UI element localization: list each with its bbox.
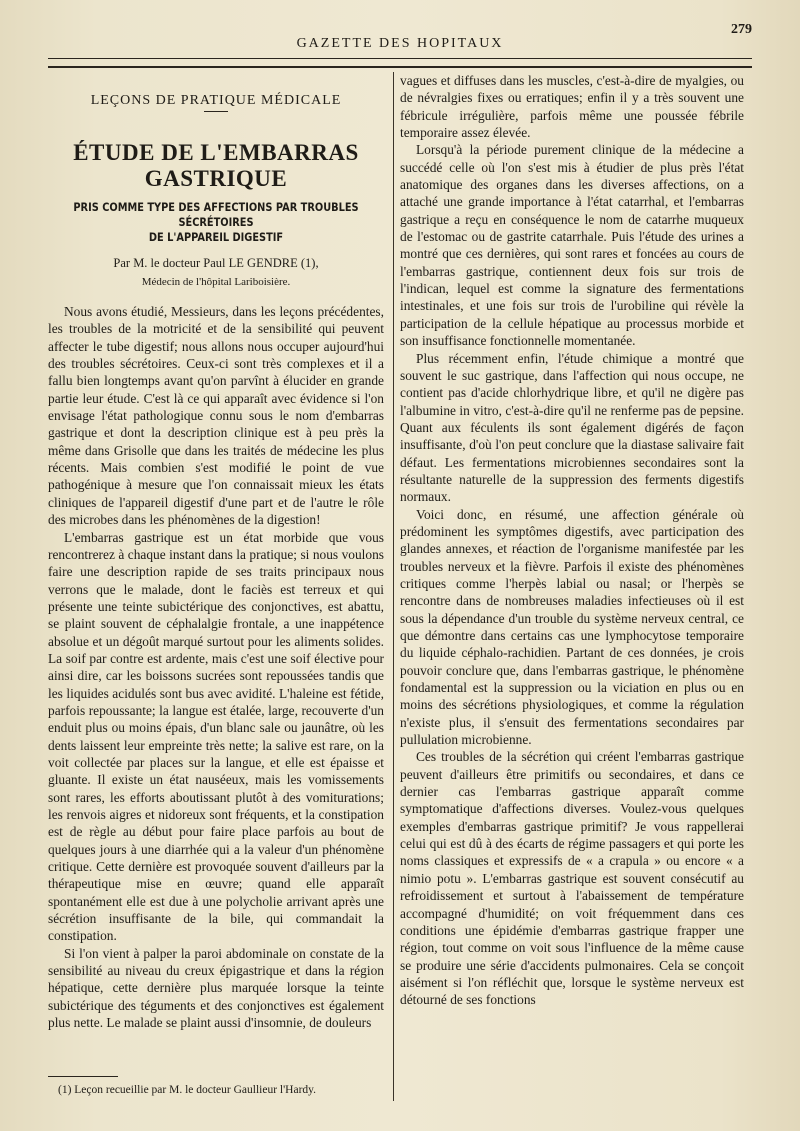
left-column — [48, 72, 384, 1031]
paragraph: vagues et diffuses dans les muscles, c'est-à-dire de myalgies, ou de névralgies fixes ou erratiques; enfin il y a très souvent une fébricule irrégulière, parfois même une poussée fébrile temporaire assez élevée. — [400, 73, 744, 141]
article-author: Par M. le docteur Paul LE GENDRE (1), — [113, 256, 319, 271]
header-rule — [48, 58, 752, 59]
running-head: GAZETTE DES HOPITAUX — [296, 36, 504, 51]
paragraph: Nous avons étudié, Messieurs, dans les leçons précédentes, les troubles de la motricité et de la sensibilité qui peuvent affecter le tube digestif; nous allons nous occuper aujourd'hui des troubles sécrétoires. Ceux-ci sont très complexes et il a fallu bien longtemps avant qu'on parvînt à élucider en grande partie leur étude. C'est là ce qui apparaît avec évidence si l'on envisage l'état pathologique connu sous le nom d'embarras gastrique et dont la description clinique est à peu près la même dans Grisolle que dans les traités de médecine les plus récents. Mais combien s'est modifié le point de vue pathogénique à mesure que l'on connaissait mieux les états cliniques de l'appareil digestif d'une part et de l'autre le rôle des microbes dans les phénomènes de la digestion! — [48, 304, 384, 528]
paragraph: Si l'on vient à palper la paroi abdominale on constate de la sensibilité au niveau du creux épigastrique et dans la région hépatique, cette dernière plus marquée lorsque la teinte subictérique des téguments et des conjonctives est également plus nette. Le malade se plaint aussi d'insomnie, de douleurs — [48, 945, 384, 1031]
column-divider — [393, 72, 394, 1101]
footnote-rule — [48, 1076, 118, 1077]
header-rule-thick — [48, 66, 752, 68]
paragraph: Voici donc, en résumé, une affection générale où prédominent les symptômes digestifs, avec participation des glandes annexes, et réaction de l'organisme manifestée par les troubles nerveux et la fièvre. Parfois il existe des phénomènes critiques comme l'herpès labial ou nasal; or l'herpès se rencontre dans de nombreuses maladies infectieuses où il est sous la dépendance d'un trouble du système nerveux central, ce que démontre dans certains cas une lymphocytose temporaire du liquide céphalo-rachidien. Partant de ces données, je crois pouvoir conclure que, dans l'embarras gastrique, le phénomène fondamental est la suppression ou la viciation en plus ou en moins des sécrétions physiologiques, et comme la régulation n'existe plus, il s'ensuit des fermentations secondaires par pullulation microbienne. — [400, 506, 744, 748]
paragraph: Lorsqu'à la période purement clinique de la médecine a succédé celle où l'on s'est mis à étudier de plus près l'état anatomique des organes dans les diverses affections, on a attaché une grande importance à l'état catarrhal, et l'embarras gastrique a reçu en conséquence le nom de catarrhe muqueux de l'estomac ou de gastrite catarrhale. Puis l'étude des urines a montré que ces dernières, qui sont rares et foncées au cours de l'embarras gastrique, contiennent deux fois sur trois de l'indican, lequel est comme la signature des fermentations intestinales, et une fois sur trois de l'urobiline qui révèle la participation de la cellule hépatique au processus morbide et son insuffisance fonctionnelle momentanée. — [400, 142, 744, 349]
right-column — [400, 72, 744, 1009]
section-rule — [204, 111, 228, 112]
paragraph: Ces troubles de la sécrétion qui créent l'embarras gastrique peuvent d'ailleurs être primitifs ou secondaires, et dans ce dernier cas l'embarras gastrique apparaît comme symptomatique d'affections diverses. Voulez-vous quelques exemples d'embarras gastrique primitif? Je vous rappellerai celui qui est dû à des écarts de régime passagers et qui porte les noms classiques et expressifs de « a crapula » ou encore « a nimio potu ». L'embarras gastrique est souvent consécutif au refroidissement et surtout à l'abaissement de température accompagné d'humidité; on voit fréquemment dans ces conditions une épidémie d'embarras gastrique frapper une région, tout comme on voit sous l'influence de la même cause se produire une série d'accidents pulmonaires. Cela se conçoit aisément si l'on réfléchit que, lorsque le système nerveux est détourné de ses fonctions — [400, 749, 744, 1008]
paragraph: L'embarras gastrique est un état morbide que vous rencontrerez à chaque instant dans la pratique; si nous voulons faire une description rapide de ses traits principaux nous verrons que le malade, dont le faciès est terreux et qui présente une teinte subictérique des conjonctives, est abattu, se plaint souvent de céphalalgie frontale, a une inappétence absolue et un dégoût marqué surtout pour les aliments solides. La soif par contre est ardente, mais c'est une soif élective pour ainsi dire, car les boissons sucrées sont repoussées tandis que les liquides acidulés sont bus avec avidité. L'haleine est fétide, parfois repoussante; la langue est étalée, large, recouverte d'un enduit plus ou moins épais, d'un blanc sale ou jaunâtre, où les dents laissent leur empreinte très nette; la salive est rare, on la voit collectée par places sur la langue, et elle est épaisse et gluante. Il existe un état nauséeux, mais les vomissements sont rares, les efforts aboutissant plutôt à des vomiturations; les renvois aigres et nidoreux sont fréquents, et la constipation est de règle au début pour faire place parfois au bout de quelques jours à une diarrhée qui a la valeur d'un phénomène critique. Cette dernière est provoquée souvent d'ailleurs par la thérapeutique mise en œuvre; quand elle apparaît spontanément elle est due à une polycholie arrivant après une sécrétion insuffisante de la bile, qui commandait la constipation. — [48, 529, 384, 944]
article-title: ÉTUDE DE L'EMBARRAS GASTRIQUE — [73, 140, 359, 192]
article-subtitle-line2: DE L'APPAREIL DIGESTIF — [148, 230, 284, 245]
author-affiliation: Médecin de l'hôpital Lariboisière. — [141, 275, 291, 288]
paragraph: Plus récemment enfin, l'étude chimique a montré que souvent le suc gastrique, dans l'affection qui nous occupe, ne contient pas d'acide chlorhydrique libre, et qu'il ne digère pas l'albumine in vitro, c'est-à-dire qu'il ne renferme pas de pepsine. Quant aux féculents ils sont également digérés de façon insuffisante, d'où l'on peut conclure que la diastase salivaire fait défaut. Les fermentations microbiennes secondaires sont la résultante naturelle de la suppression des ferments digestifs normaux. — [400, 350, 744, 505]
section-label: LEÇONS DE PRATIQUE MÉDICALE — [90, 93, 342, 108]
page-number: 279 — [731, 22, 752, 37]
article-subtitle-line1: PRIS COMME TYPE DES AFFECTIONS PAR TROUBLES SÉCRÉTOIRES — [73, 200, 359, 230]
footnote: (1) Leçon recueillie par M. le docteur Gaullieur l'Hardy. — [58, 1084, 317, 1096]
